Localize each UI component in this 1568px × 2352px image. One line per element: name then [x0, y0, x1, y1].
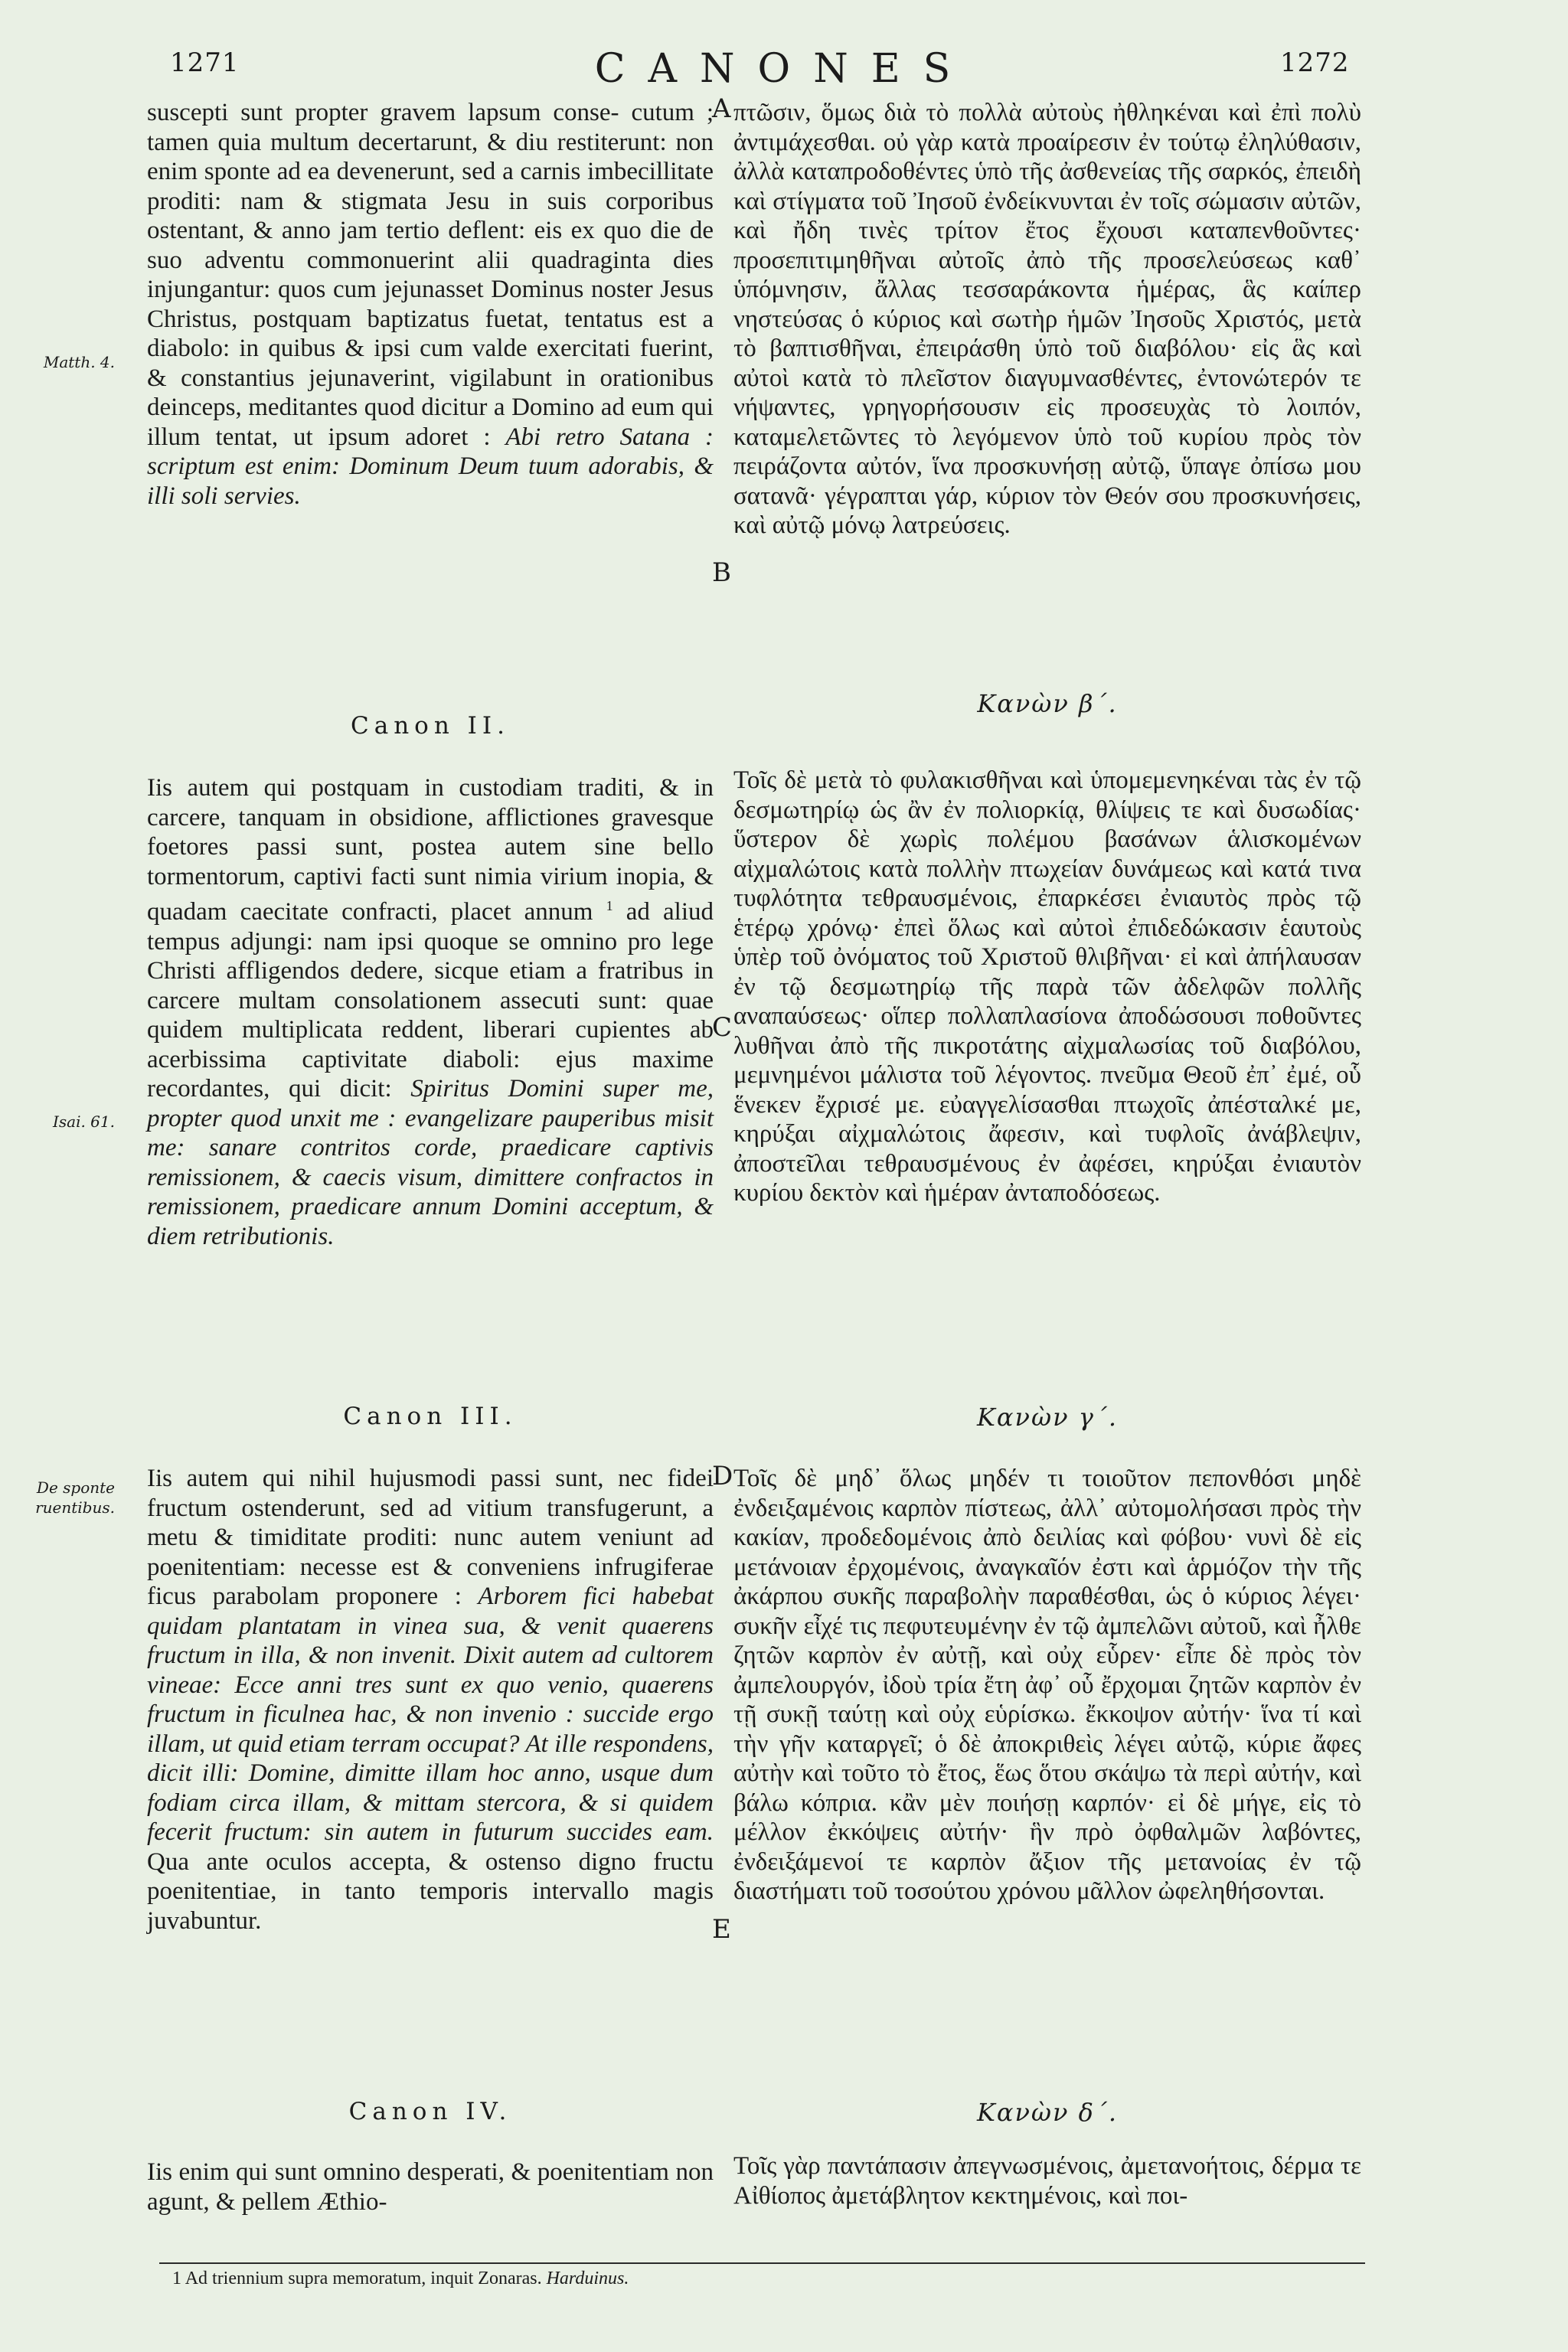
latin-canon-3-quote: Arborem fici habebat quidam plantatam in vinea sua, & venit quaerens fructum in illa, & non invenit. Dixit autem ad cultorem vineae: Ecce anni tres sunt ex quo venio, quaerens fructum in ficulnea hac, & non invenio : succide ergo illam, ut quid etiam terram occupat? At ille respondens, dicit illi: Domine, dimitte illam hoc anno, usque dum fodiam circa illam, & mittam stercora, & si quidem fecerit fructum: sin autem in futurum succides eam. — [147, 1583, 714, 1846]
latin-canon-2-quote: Spiritus Domini super me, propter quod unxit me : evangelizare pauperibus misit me: sanare contritos corde, praedicare captivis remissionem, & caecis visum, dimittere confractos in remissionem, praedicare annum Domini acceptum, & diem retributionis. — [147, 1075, 714, 1250]
page-number-left: 1271 — [170, 47, 240, 78]
latin-canon-2 — [147, 773, 714, 1251]
latin-canon-2-heading: Canon II. — [351, 712, 510, 740]
greek-canon-4-heading: Κανὼν δ΄. — [976, 2098, 1119, 2127]
footnote — [172, 2269, 629, 2289]
section-letter-e: E — [712, 1914, 731, 1945]
greek-canon-4-text: Τοῖς γὰρ παντάπασιν ἀπεγνωσμένοις, ἀμετανοήτοις, δέρμα τε Αἰθίοπος ἀμετάβλητον κεκτημένοις, καὶ ποι- — [733, 2152, 1361, 2210]
latin-intro — [147, 98, 714, 511]
latin-canon-2-text-a: Iis autem qui postquam in custodiam traditi, & in carcere, tanquam in obsidione, afflictiones gravesque foetores passi sunt, postea autem sine bello tormentorum, captivi facti sunt nimia virium inopia, & quadam caecitate confracti, placet annum — [147, 774, 714, 926]
margin-note-matthew: Matth. 4. — [43, 353, 115, 371]
greek-canon-2-heading: Κανὼν β΄. — [977, 689, 1118, 718]
footnote-number: 1 — [172, 2269, 181, 2288]
latin-canon-4 — [147, 2158, 714, 2216]
latin-canon-3 — [147, 1464, 714, 1936]
footnote-rule — [159, 2262, 1365, 2264]
greek-intro-text: πτῶσιν, ὅμως διὰ τὸ πολλὰ αὐτοὺς ἠθληκέναι καὶ ἐπὶ πολὺ ἀντιμάχεσθαι. οὐ γὰρ κατὰ προαίρεσιν ἐν τούτῳ ἐληλύθασιν, ἀλλὰ καταπροδοθέντες ὑπὸ τῆς ἀσθενείας τῆς σαρκός, ἐπειδὴ καὶ στίγματα τοῦ Ἰησοῦ ἐνδείκνυνται ἐν τοῖς σώμασιν αὐτῶν, καὶ ἤδη τινὲς τρίτον ἔτος ἔχουσι καταπενθοῦντες· προσεπιτιμηθῆναι αὐτοῖς ἀπὸ τῆς προσελεύσεως καθ᾽ ὑπόμνησιν, ἄλλας τεσσαράκοντα ἡμέρας, ἃς καίπερ νηστεύσας ὁ κύριος καὶ σωτὴρ ἡμῶν Ἰησοῦς Χριστός, μετὰ τὸ βαπτισθῆναι, ἐπειράσθη ὑπὸ τοῦ διαβόλου· εἰς ἃς καὶ αὐτοὶ κατὰ τὸ πλεῖστον διαγυμνασθέντες, ἐντονώτερόν τε νήψαντες, γρηγορήσουσιν εἰς προσευχὰς τὸ λοιπόν, καταμελετῶντες τὸ λεγόμενον ὑπὸ τοῦ κυρίου πρὸς τὸν πειράζοντα αὐτόν, ἵνα προσκυνήσῃ αὐτῷ, ὕπαγε ὀπίσω μου σατανᾶ· γέγραπται γάρ, κύριον τὸν Θεόν σου προσκυνήσεις, καὶ αὐτῷ μόνῳ λατρεύσεις. — [733, 99, 1361, 539]
section-letter-a: A — [712, 93, 731, 124]
margin-note-de-sponte: De sponte ruentibus. — [35, 1478, 115, 1517]
latin-intro-quote: Abi retro Satana : scriptum est enim: Dominum Deum tuum adorabis, & illi soli servies. — [147, 423, 714, 510]
section-letter-d: D — [712, 1461, 733, 1491]
running-title: CANONES — [594, 46, 974, 92]
greek-canon-3 — [733, 1464, 1361, 1906]
margin-note-isaiah: Isai. 61. — [52, 1112, 115, 1131]
greek-canon-3-text: Τοῖς δὲ μηδ᾽ ὅλως μηδέν τι τοιοῦτον πεπονθόσι μηδὲ ἐνδειξαμένοις καρπὸν πίστεως, ἀλλ᾽ αὐτομολήσασι πρὸς τὴν κακίαν, προδεδομένοις ἀπὸ δειλίας καὶ φόβου· νυνὶ δὲ εἰς μετάνοιαν ἐρχομένοις, ἀναγκαῖόν ἐστι καὶ ἁρμόζον τὴν τῆς ἀκάρπου συκῆς παραβολὴν παραθέσθαι, ὡς ὁ κύριος λέγει· συκῆν εἶχέ τις πεφυτευμένην ἐν τῷ ἀμπελῶνι αὐτοῦ, καὶ ἦλθε ζητῶν καρπὸν ἐν αὐτῇ, καὶ οὐχ εὗρεν· εἶπε δὲ πρὸς τὸν ἀμπελουργόν, ἰδοὺ τρία ἔτη ἀφ᾽ οὗ ἔρχομαι ζητῶν καρπὸν ἐν τῇ συκῇ ταύτῃ καὶ οὐχ εὑρίσκω. ἔκκοψον αὐτήν· ἵνα τί καὶ τὴν γῆν καταργεῖ; ὁ δὲ ἀποκριθεὶς λέγει αὐτῷ, κύριε ἄφες αὐτὴν καὶ τοῦτο τὸ ἔτος, ἕως ὅτου σκάψω τὰ περὶ αὐτήν, καὶ βάλω κόπρια. κἂν μὲν ποιήσῃ καρπόν· εἰ δὲ μήγε, εἰς τὸ μέλλον ἐκκόψεις αὐτήν· ἣν πρὸ ὀφθαλμῶν λαβόντες, ἐνδειξάμενοί τε καρπὸν ἄξιον τῆς μετανοίας ἐν τῷ διαστήματι τοῦ τοσούτου χρόνου μᾶλλον ὠφεληθήσονται. — [733, 1465, 1361, 1905]
latin-canon-3-heading: Canon III. — [343, 1403, 518, 1430]
greek-canon-2 — [733, 766, 1361, 1208]
footnote-source: Harduinus. — [546, 2269, 629, 2288]
page-number-right: 1272 — [1280, 47, 1350, 78]
greek-canon-2-text: Τοῖς δὲ μετὰ τὸ φυλακισθῆναι καὶ ὑπομεμενηκέναι τὰς ἐν τῷ δεσμωτηρίῳ ὡς ἂν ἐν πολιορκίᾳ, θλίψεις τε καὶ δυσωδίας· ὕστερον δὲ χωρὶς πολέμου βασάνων ἁλισκομένων αἰχμαλώτοις κατὰ πολλὴν πτωχείαν δυνάμεως καὶ κατά τινα τυφλότητα τεθραυσμένοις, ἐπαρκέσει ἐνιαυτὸς πρὸς τῷ ἑτέρῳ χρόνῳ· ἐπεὶ ὅλως καὶ αὐτοὶ ἐπιδεδώκασιν ἑαυτοὺς ὑπὲρ τοῦ ὀνόματος τοῦ Χριστοῦ θλιβῆναι· εἰ καὶ ἀπήλαυσαν ἐν τῷ δεσμωτηρίῳ τῆς παρὰ τῶν ἀδελφῶν πολλῆς αναπαύσεως· οἵπερ πολλαπλασίονα ἀποδώσουσι ποθοῦντες λυθῆναι ἀπὸ τῆς πικροτάτης αἰχμαλωσίας τοῦ διαβόλου, μεμνημένοι μάλιστα τοῦ λέγοντος. πνεῦμα Θεοῦ ἐπ᾽ ἐμέ, οὗ ἕνεκεν ἔχρισέ με. εὐαγγελίσασθαι πτωχοῖς ἀπέσταλκέ με, κηρύξαι αἰχμαλώτοις ἄφεσιν, καὶ τυφλοῖς ἀνάβλεψιν, ἀποστεῖλαι τεθραυσμένους ἐν ἀφέσει, κηρύξαι ἐνιαυτὸν κυρίου δεκτὸν καὶ ἡμέραν ἀνταποδόσεως. — [733, 766, 1361, 1207]
latin-canon-2-text-b: ad aliud tempus adjungi: nam ipsi quoque se omnino pro lege Christi affligendos dedere, sicque etiam a fratribus in carcere multam consolationem assecuti sunt: quae quidem multiplicata reddent, liberari cupientes ab acerbissima captivitate diaboli: ejus maxime recordantes, qui dicit: — [147, 898, 714, 1102]
latin-intro-line1: suscepti sunt propter gravem lapsum conse- — [147, 99, 619, 126]
latin-canon-3-text-a: Iis autem qui nihil hujusmodi passi sunt, nec fidei fructum ostenderunt, sed ad vitium transfugerunt, a metu & timiditate proditi: nunc autem veniunt ad poenitentiam: necesse est & conveniens infrugiferae ficus parabolam proponere : — [147, 1465, 714, 1610]
section-letter-b: B — [712, 557, 731, 588]
latin-canon-3-text-b: Qua ante oculos accepta, & ostenso digno fructu poenitentiae, in tanto temporis intervallo magis juvabuntur. — [147, 1847, 714, 1935]
greek-canon-3-heading: Κανὼν γ΄. — [977, 1403, 1118, 1432]
section-letter-c: C — [712, 1012, 733, 1043]
footnote-ref: 1 — [606, 898, 613, 913]
latin-canon-4-text: Iis enim qui sunt omnino desperati, & poenitentiam non agunt, & pellem Æthio- — [147, 2158, 714, 2216]
greek-intro — [733, 98, 1361, 541]
latin-canon-4-heading: Canon IV. — [348, 2098, 512, 2125]
greek-canon-4 — [733, 2151, 1361, 2210]
latin-intro-body: cutum ; tamen quia multum decertarunt, & diu restiterunt: non enim sponte ad ea devenerunt, sed a carnis imbecillitate proditi: nam & stigmata Jesu in suis corporibus ostentant, & anno jam tertio deflent: eis ex quo die de suo adventu commonuerint alii quadraginta dies injungantur: quos cum jejunasset Dominus noster Jesus Christus, postquam baptizatus fuetat, tentatus est a diabolo: in quibus & ipsi cum valde exercitati fuerint, & constantius jejunaverint, vigilabunt in orationibus deinceps, meditantes quod dicitur a Domino ad eum qui illum tentat, ut ipsum adoret : — [147, 99, 714, 451]
footnote-text: Ad triennium supra memoratum, inquit Zonaras. — [185, 2269, 542, 2288]
